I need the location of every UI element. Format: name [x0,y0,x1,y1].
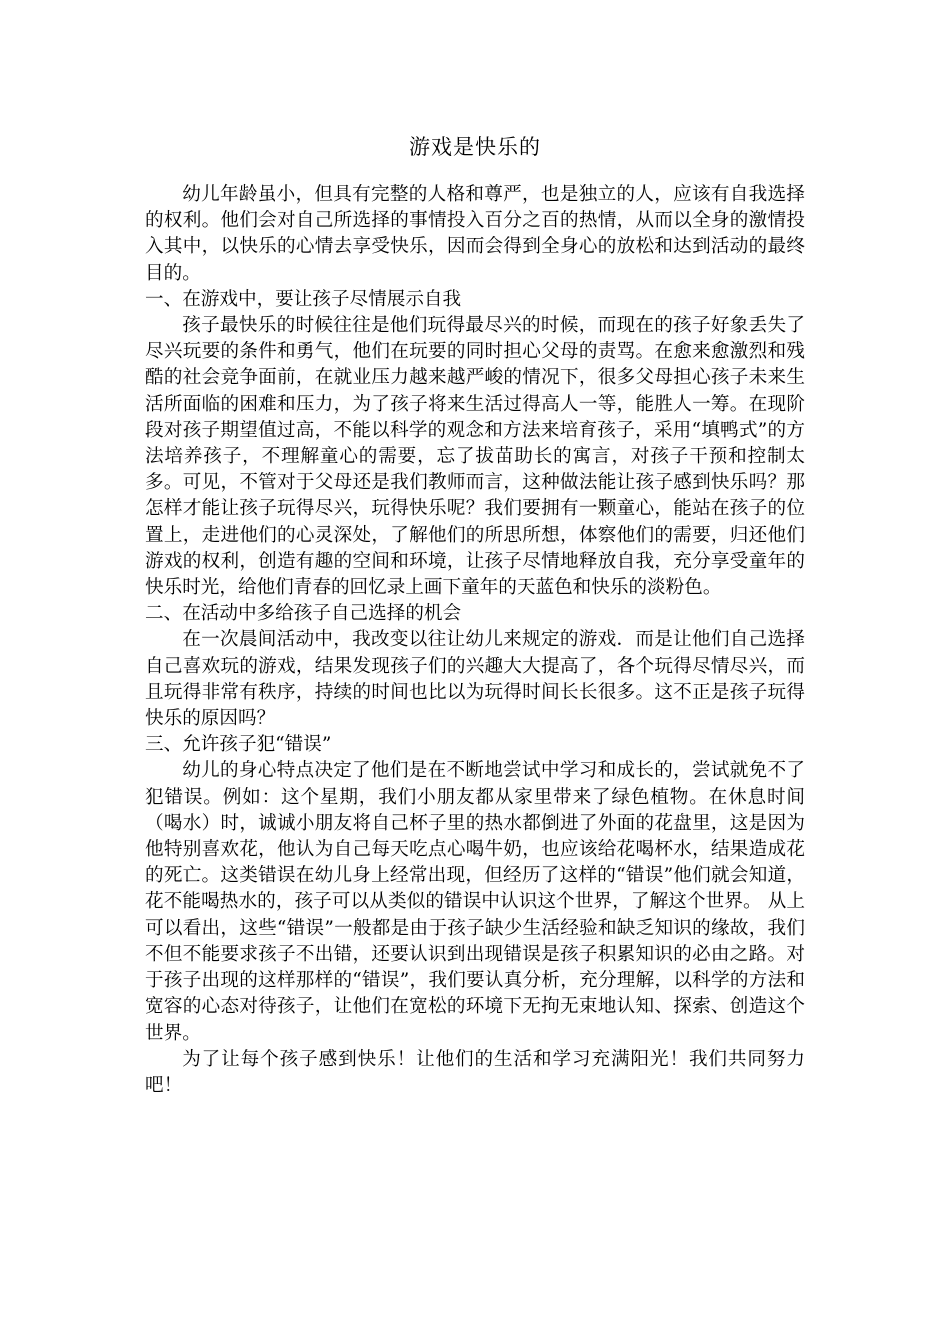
section-heading-3: 三、允许孩子犯“错误” [145,734,332,756]
section-heading-2: 二、在活动中多给孩子自己选择的机会 [145,603,462,625]
document-title: 游戏是快乐的 [409,135,541,159]
paragraph-section-3: 幼儿的身心特点决定了他们是在不断地尝试中学习和成长的，尝试就免不了犯错误。例如：这个星期，我们小朋友都从家里带来了绿色植物。在休息时间（喝水）时，诚诚小朋友将自己杯子里的热水都倒进了外面的花盘里，这是因为他特别喜欢花，他认为自己每天吃点心喝牛奶，也应该给花喝杯水，结果造成花的死亡。这类错误在幼儿身上经常出现，但经历了这样的“错误”他们就会知道，花不能喝热水的，孩子可以从类似的错误中认识这个世界，了解这个世界。 从上可以看出，这些“错误”一般都是由于孩子缺少生活经验和缺乏知识的缘故，我们不但不能要求孩子不出错，还要认识到出现错误是孩子积累知识的必由之路。对于孩子出现的这样那样的“错误”，我们要认真分析，充分理解，以科学的方法和宽容的心态对待孩子，让他们在宽松的环境下无拘无束地认知、探索、创造这个世界。 [145,760,805,1044]
paragraph-section-1: 孩子最快乐的时候往往是他们玩得最尽兴的时候，而现在的孩子好象丢失了尽兴玩要的条件和勇气，他们在玩要的同时担心父母的责骂。在愈来愈激烈和残酷的社会竞争面前，在就业压力越来越严峻的情况下，很多父母担心孩子未来生活所面临的困难和压力，为了孩子将来生活过得高人一等，能胜人一筹。在现阶段对孩子期望值过高，不能以科学的观念和方法来培育孩子，采用“填鸭式”的方法培养孩子，不理解童心的需要，忘了拔苗助长的寓言，对孩子干预和控制太多。可见，不管对于父母还是我们教师而言，这种做法能让孩子感到快乐吗？那怎样才能让孩子玩得尽兴，玩得快乐呢？我们要拥有一颗童心，能站在孩子的位置上，走进他们的心灵深处，了解他们的所思所想，体察他们的需要，归还他们游戏的权利，创造有趣的空间和环境，让孩子尽情地释放自我，充分享受童年的快乐时光，给他们青春的回忆录上画下童年的天蓝色和快乐的淡粉色。 [145,315,805,599]
section-heading-1: 一、在游戏中，要让孩子尽情展示自我 [145,288,462,310]
paragraph-intro: 幼儿年龄虽小，但具有完整的人格和尊严，也是独立的人，应该有自我选择的权利。他们会对自己所选择的事情投入百分之百的热情，从而以全身的激情投入其中，以快乐的心情去享受快乐，因而会得到全身心的放松和达到活动的最终目的。 [145,184,805,284]
document-body [145,182,805,1099]
paragraph-section-2: 在一次晨间活动中，我改变以往让幼儿来规定的游戏．而是让他们自己选择自己喜欢玩的游戏，结果发现孩子们的兴趣大大提高了，各个玩得尽情尽兴，而且玩得非常有秩序，持续的时间也比以为玩得时间长长很多。这不正是孩子玩得快乐的原因吗？ [145,629,805,730]
paragraph-conclusion: 为了让每个孩子感到快乐！让他们的生活和学习充满阳光！我们共同努力吧！ [145,1048,805,1096]
